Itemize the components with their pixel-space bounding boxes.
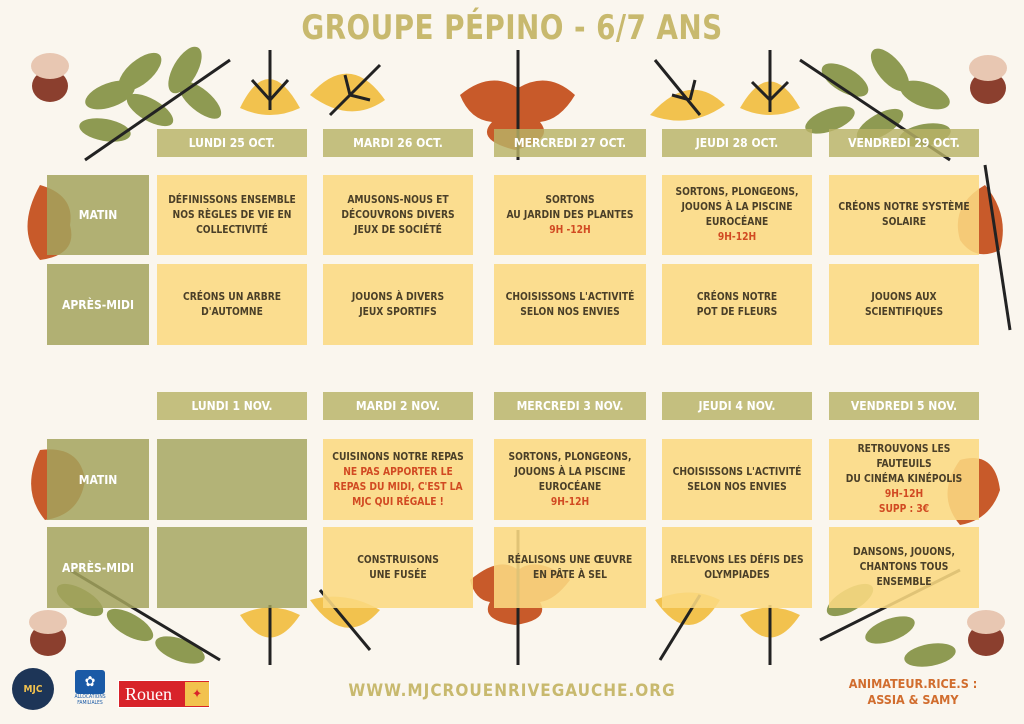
activity-cell (829, 175, 979, 255)
activity-cell (662, 527, 812, 608)
animateurs-label (818, 676, 1008, 708)
activity-text: JEUX SPORTIFS (359, 306, 437, 318)
caf-logo-icon: ✿ (75, 670, 105, 694)
ginkgo-leaf-icon (740, 50, 800, 115)
caf-logo-line2: FAMILIALES (77, 700, 103, 706)
activity-text: CRÉONS NOTRE (696, 291, 778, 303)
activity-text: CONSTRUISONS (357, 554, 439, 566)
activity-text: RELEVONS LES DÉFIS DES (670, 554, 804, 566)
acorn-icon (31, 53, 69, 102)
day-header: LUNDI 1 NOV. (157, 392, 307, 420)
activity-cell (494, 264, 646, 345)
day-header: JEUDI 28 OCT. (662, 129, 812, 157)
day-header: MERCREDI 27 OCT. (494, 129, 646, 157)
activity-text: SELON NOS ENVIES (520, 306, 620, 318)
activity-cell (829, 264, 979, 345)
animateurs-title: ANIMATEUR.RICE.S : (848, 676, 978, 691)
activity-text: DU CINÉMA KINÉPOLIS (845, 474, 963, 485)
activity-cell (829, 527, 979, 608)
activity-cell (829, 439, 979, 520)
row-label-apres-midi: APRÈS-MIDI (47, 264, 149, 345)
activity-text: JOUONS À LA PISCINE (681, 202, 793, 213)
activity-text: SCIENTIFIQUES (864, 306, 944, 318)
activity-note-red: NE PAS APPORTER LE (343, 466, 453, 478)
activity-text: DANSONS, JOUONS, (853, 547, 955, 558)
acorn-icon (967, 610, 1005, 656)
activity-cell (494, 527, 646, 608)
activity-cell (662, 439, 812, 520)
activity-text: SOLAIRE (881, 217, 927, 228)
activity-text: DÉCOUVRONS DIVERS (341, 209, 455, 221)
activity-text: UNE FUSÉE (369, 569, 427, 581)
day-header: MERCREDI 3 NOV. (494, 392, 646, 420)
website-link[interactable]: WWW.MJCROUENRIVEGAUCHE.ORG (348, 681, 676, 701)
activity-text: CHANTONS TOUS (859, 562, 949, 573)
activity-text: JEUX DE SOCIÉTÉ (354, 224, 442, 236)
activity-text: ENSEMBLE (876, 577, 932, 588)
activity-cell (494, 175, 646, 255)
activity-text: D'AUTOMNE (201, 306, 263, 318)
activity-text: SELON NOS ENVIES (687, 481, 787, 493)
activity-text: SORTONS (545, 194, 595, 206)
ginkgo-leaf-icon (240, 605, 300, 665)
activity-cell (662, 175, 812, 255)
acorn-icon (969, 55, 1007, 104)
activity-text: CHOISISSONS L'ACTIVITÉ (505, 291, 635, 303)
empty-slot (157, 439, 307, 520)
activity-text: CRÉONS UN ARBRE (182, 291, 282, 303)
mjc-logo-text: MJC (23, 683, 43, 695)
row-label-matin: MATIN (47, 439, 149, 520)
caf-logo-text (70, 694, 110, 706)
mjc-logo (12, 668, 54, 710)
activity-text: CHOISISSONS L'ACTIVITÉ (672, 466, 802, 478)
activity-text: AU JARDIN DES PLANTES (506, 209, 634, 221)
activity-note-red: REPAS DU MIDI, C'EST LA (333, 481, 463, 493)
activity-time: 9H -12H (549, 224, 591, 236)
activity-text: NOS RÈGLES DE VIE EN (172, 209, 292, 221)
day-header: VENDREDI 5 NOV. (829, 392, 979, 420)
day-header: LUNDI 25 OCT. (157, 129, 307, 157)
activity-text: EN PÂTE À SEL (533, 569, 607, 581)
ginkgo-leaf-icon (240, 50, 300, 115)
activity-text: COLLECTIVITÉ (196, 224, 268, 236)
activity-time: 9H-12H (717, 232, 757, 243)
activity-text: SORTONS, PLONGEONS, (508, 451, 632, 463)
ginkgo-leaf-icon (740, 605, 800, 665)
activity-text: CUISINONS NOTRE REPAS (332, 451, 464, 463)
activity-supplement: SUPP : 3€ (878, 504, 930, 515)
activity-text: RÉALISONS UNE ŒUVRE (507, 554, 633, 566)
activity-text: SORTONS, PLONGEONS, (675, 187, 799, 198)
activity-text: POT DE FLEURS (696, 306, 778, 318)
activity-note-red: MJC QUI RÉGALE ! (352, 496, 444, 508)
activity-text: RETROUVONS LES FAUTEUILS (857, 444, 951, 470)
activity-text: EUROCÉANE (538, 481, 602, 493)
activity-cell (323, 175, 473, 255)
activity-text: CRÉONS NOTRE SYSTÈME (838, 202, 970, 213)
caf-logo-line1: ALLOCATIONS (74, 694, 106, 700)
row-label-matin: MATIN (47, 175, 149, 255)
activity-time: 9H-12H (550, 496, 590, 508)
activity-text: AMUSONS-NOUS ET (347, 194, 449, 206)
animateurs-names: ASSIA & SAMY (867, 692, 959, 707)
row-label-apres-midi: APRÈS-MIDI (47, 527, 149, 608)
activity-time: 9H-12H (884, 489, 924, 500)
day-header: VENDREDI 29 OCT. (829, 129, 979, 157)
activity-text: EUROCÉANE (705, 217, 769, 228)
acorn-icon (29, 610, 67, 656)
activity-text: OLYMPIADES (704, 569, 770, 581)
rouen-bird-icon: ✦ (185, 682, 209, 706)
caf-logo (70, 670, 110, 710)
activity-cell (323, 527, 473, 608)
ginkgo-leaf-icon (650, 60, 725, 121)
activity-cell (323, 439, 473, 520)
activity-text: JOUONS AUX (871, 291, 937, 303)
activity-cell (494, 439, 646, 520)
rouen-logo-text: Rouen (125, 683, 172, 704)
activity-text: JOUONS À LA PISCINE (514, 466, 626, 478)
ginkgo-leaf-icon (310, 65, 385, 115)
activity-text: JOUONS À DIVERS (351, 291, 445, 303)
page-title: GROUPE PÉPINO - 6/7 ANS (301, 8, 723, 48)
activity-cell (323, 264, 473, 345)
activity-cell (157, 175, 307, 255)
activity-cell (157, 264, 307, 345)
day-header: MARDI 26 OCT. (323, 129, 473, 157)
activity-text: DÉFINISSONS ENSEMBLE (168, 194, 296, 206)
day-header: MARDI 2 NOV. (323, 392, 473, 420)
day-header: JEUDI 4 NOV. (662, 392, 812, 420)
activity-cell (662, 264, 812, 345)
rouen-logo (118, 680, 210, 708)
empty-slot (157, 527, 307, 608)
